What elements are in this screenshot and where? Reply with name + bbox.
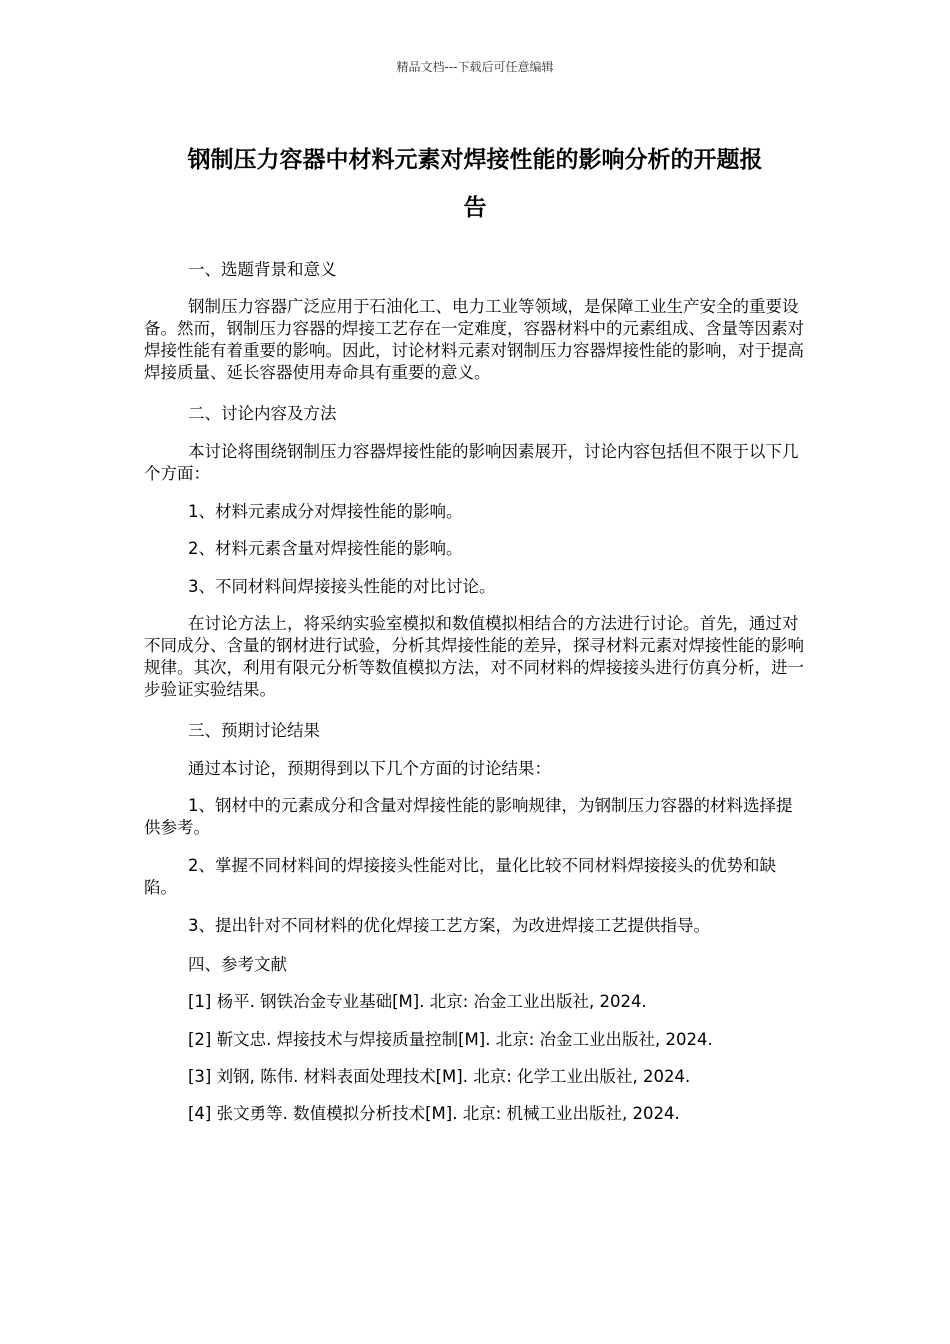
page-title — [150, 136, 800, 232]
header-note: 精品文档---下载后可任意编辑 — [396, 60, 554, 74]
section-2-heading: 二、讨论内容及方法 — [188, 404, 337, 423]
title-line-2: 告 — [463, 195, 487, 221]
reference-item: [4] 张文勇等. 数值模拟分析技术[M]. 北京: 机械工业出版社, 2024. — [188, 1104, 680, 1123]
reference-item: [1] 杨平. 钢铁冶金专业基础[M]. 北京: 冶金工业出版社, 2024. — [188, 992, 647, 1011]
section-3-item-2: 2、掌握不同材料间的焊接接头性能对比，量化比较不同材料焊接接头的优势和缺陷。 — [144, 856, 776, 897]
section-1-heading: 一、选题背景和意义 — [188, 260, 337, 279]
section-1-paragraph: 钢制压力容器广泛应用于石油化工、电力工业等领域，是保障工业生产安全的重要设备。然而，钢制压力容器的焊接工艺存在一定难度，容器材料中的元素组成、含量等因素对焊接性能有着重要的影响。因此，讨论材料元素对钢制压力容器焊接性能的影响，对于提高焊接质量、延长容器使用寿命具有重要的意义。 — [144, 297, 804, 382]
section-4-heading: 四、参考文献 — [188, 955, 287, 974]
section-3-item-1: 1、钢材中的元素成分和含量对焊接性能的影响规律，为钢制压力容器的材料选择提供参考。 — [144, 796, 793, 837]
title-line-1: 钢制压力容器中材料元素对焊接性能的影响分析的开题报 — [187, 147, 763, 173]
section-2-method: 在讨论方法上，将采纳实验室模拟和数值模拟相结合的方法进行讨论。首先，通过对不同成分、含量的钢材进行试验，分析其焊接性能的差异，探寻材料元素对焊接性能的影响规律。其次，利用有限元分析等数值模拟方法，对不同材料的焊接接头进行仿真分析，进一步验证实验结果。 — [144, 614, 804, 699]
section-2-intro: 本讨论将围绕钢制压力容器焊接性能的影响因素展开，讨论内容包括但不限于以下几个方面： — [144, 442, 799, 483]
reference-item: [2] 靳文忠. 焊接技术与焊接质量控制[M]. 北京: 冶金工业出版社, 2024. — [188, 1030, 713, 1049]
section-3-heading: 三、预期讨论结果 — [188, 721, 320, 740]
section-3-intro: 通过本讨论，预期得到以下几个方面的讨论结果： — [188, 759, 551, 778]
section-2-item-2: 2、材料元素含量对焊接性能的影响。 — [188, 539, 463, 558]
section-2-item-1: 1、材料元素成分对焊接性能的影响。 — [188, 502, 463, 521]
section-3-item-3: 3、提出针对不同材料的优化焊接工艺方案，为改进焊接工艺提供指导。 — [188, 916, 710, 935]
reference-item: [3] 刘钢, 陈伟. 材料表面处理技术[M]. 北京: 化学工业出版社, 2024. — [188, 1067, 691, 1086]
section-2-item-3: 3、不同材料间焊接接头性能的对比讨论。 — [188, 577, 496, 596]
